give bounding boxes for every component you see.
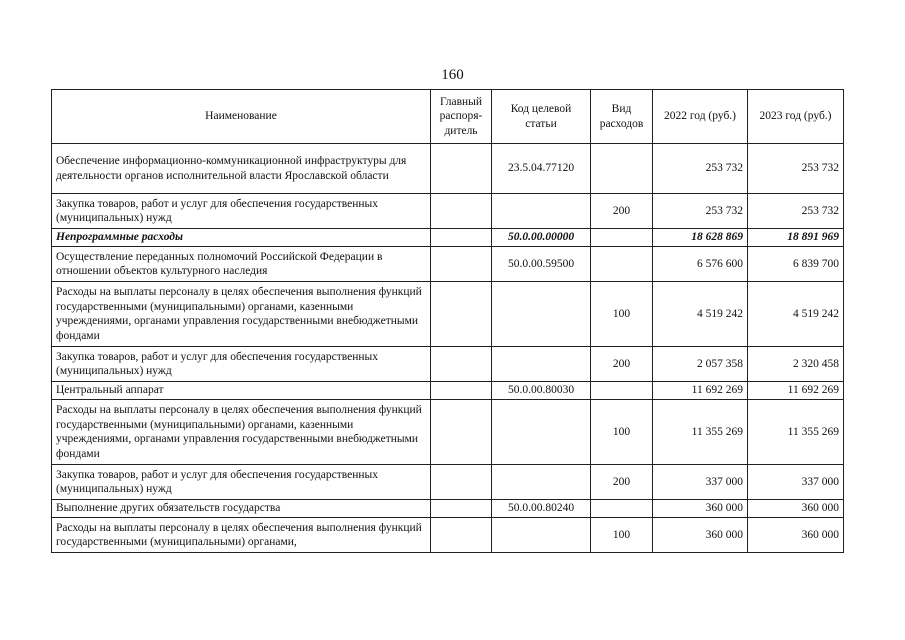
cell-2022: 11 692 269 — [653, 382, 748, 400]
table-header-row — [52, 90, 844, 144]
cell-2022: 360 000 — [653, 518, 748, 553]
cell-type: 200 — [591, 465, 653, 500]
cell-2022: 4 519 242 — [653, 282, 748, 347]
cell-code: 50.0.00.59500 — [492, 247, 591, 282]
cell-code — [492, 194, 591, 229]
cell-name: Расходы на выплаты персоналу в целях обеспечения выполнения функций государственными (муниципальными) органами, казенными учреждениями, органами управления государственными внебюджетными фондами — [52, 400, 431, 465]
cell-type: 200 — [591, 347, 653, 382]
page-number: 160 — [441, 67, 464, 83]
cell-admin — [431, 247, 492, 282]
cell-name: Закупка товаров, работ и услуг для обеспечения государственных (муниципальных) нужд — [52, 347, 431, 382]
cell-2023: 253 732 — [748, 144, 844, 194]
cell-2023: 11 692 269 — [748, 382, 844, 400]
cell-code — [492, 282, 591, 347]
cell-code: 50.0.00.80240 — [492, 500, 591, 518]
cell-code — [492, 465, 591, 500]
header-code: Код целевой статьи — [492, 90, 591, 144]
cell-admin — [431, 465, 492, 500]
table-row — [52, 465, 844, 500]
budget-table — [51, 89, 844, 553]
header-type: Вид расходов — [591, 90, 653, 144]
cell-type: 100 — [591, 282, 653, 347]
cell-name: Расходы на выплаты персоналу в целях обеспечения выполнения функций государственными (муниципальными) органами, казенными учреждениями, органами управления государственными внебюджетными фондами — [52, 282, 431, 347]
cell-type: 100 — [591, 400, 653, 465]
table-row — [52, 144, 844, 194]
cell-2023: 360 000 — [748, 518, 844, 553]
cell-name: Обеспечение информационно-коммуникационной инфраструктуры для деятельности органов исполнительной власти Ярославской области — [52, 144, 431, 194]
cell-code — [492, 518, 591, 553]
cell-type — [591, 382, 653, 400]
table-row — [52, 247, 844, 282]
cell-code: 50.0.00.00000 — [492, 229, 591, 247]
cell-admin — [431, 518, 492, 553]
cell-admin — [431, 347, 492, 382]
cell-admin — [431, 282, 492, 347]
cell-type — [591, 500, 653, 518]
cell-name: Выполнение других обязательств государства — [52, 500, 431, 518]
cell-2023: 337 000 — [748, 465, 844, 500]
cell-admin — [431, 382, 492, 400]
header-2022: 2022 год (руб.) — [653, 90, 748, 144]
cell-type — [591, 229, 653, 247]
cell-code: 23.5.04.77120 — [492, 144, 591, 194]
cell-2022: 360 000 — [653, 500, 748, 518]
cell-admin — [431, 144, 492, 194]
table-row — [52, 518, 844, 553]
table-row — [52, 347, 844, 382]
cell-2023: 4 519 242 — [748, 282, 844, 347]
cell-2022: 337 000 — [653, 465, 748, 500]
header-admin: Главный распоря-дитель — [431, 90, 492, 144]
cell-2023: 11 355 269 — [748, 400, 844, 465]
cell-name: Центральный аппарат — [52, 382, 431, 400]
cell-2023: 253 732 — [748, 194, 844, 229]
header-name: Наименование — [52, 90, 431, 144]
table-row — [52, 229, 844, 247]
cell-code — [492, 347, 591, 382]
table-row — [52, 382, 844, 400]
header-2023: 2023 год (руб.) — [748, 90, 844, 144]
cell-type: 200 — [591, 194, 653, 229]
cell-type — [591, 144, 653, 194]
cell-code — [492, 400, 591, 465]
table-row — [52, 282, 844, 347]
cell-2023: 360 000 — [748, 500, 844, 518]
cell-admin — [431, 500, 492, 518]
cell-2022: 2 057 358 — [653, 347, 748, 382]
cell-2022: 18 628 869 — [653, 229, 748, 247]
cell-name: Непрограммные расходы — [52, 229, 431, 247]
cell-2022: 6 576 600 — [653, 247, 748, 282]
cell-name: Осуществление переданных полномочий Российской Федерации в отношении объектов культурного наследия — [52, 247, 431, 282]
cell-name: Закупка товаров, работ и услуг для обеспечения государственных (муниципальных) нужд — [52, 465, 431, 500]
cell-admin — [431, 229, 492, 247]
table-row — [52, 400, 844, 465]
cell-code: 50.0.00.80030 — [492, 382, 591, 400]
cell-2023: 18 891 969 — [748, 229, 844, 247]
cell-2023: 2 320 458 — [748, 347, 844, 382]
cell-2023: 6 839 700 — [748, 247, 844, 282]
cell-name: Закупка товаров, работ и услуг для обеспечения государственных (муниципальных) нужд — [52, 194, 431, 229]
table-row — [52, 194, 844, 229]
cell-admin — [431, 194, 492, 229]
table-row — [52, 500, 844, 518]
cell-type — [591, 247, 653, 282]
cell-name: Расходы на выплаты персоналу в целях обеспечения выполнения функций государственными (муниципальными) органами, — [52, 518, 431, 553]
cell-admin — [431, 400, 492, 465]
cell-2022: 253 732 — [653, 144, 748, 194]
cell-2022: 253 732 — [653, 194, 748, 229]
cell-type: 100 — [591, 518, 653, 553]
cell-2022: 11 355 269 — [653, 400, 748, 465]
